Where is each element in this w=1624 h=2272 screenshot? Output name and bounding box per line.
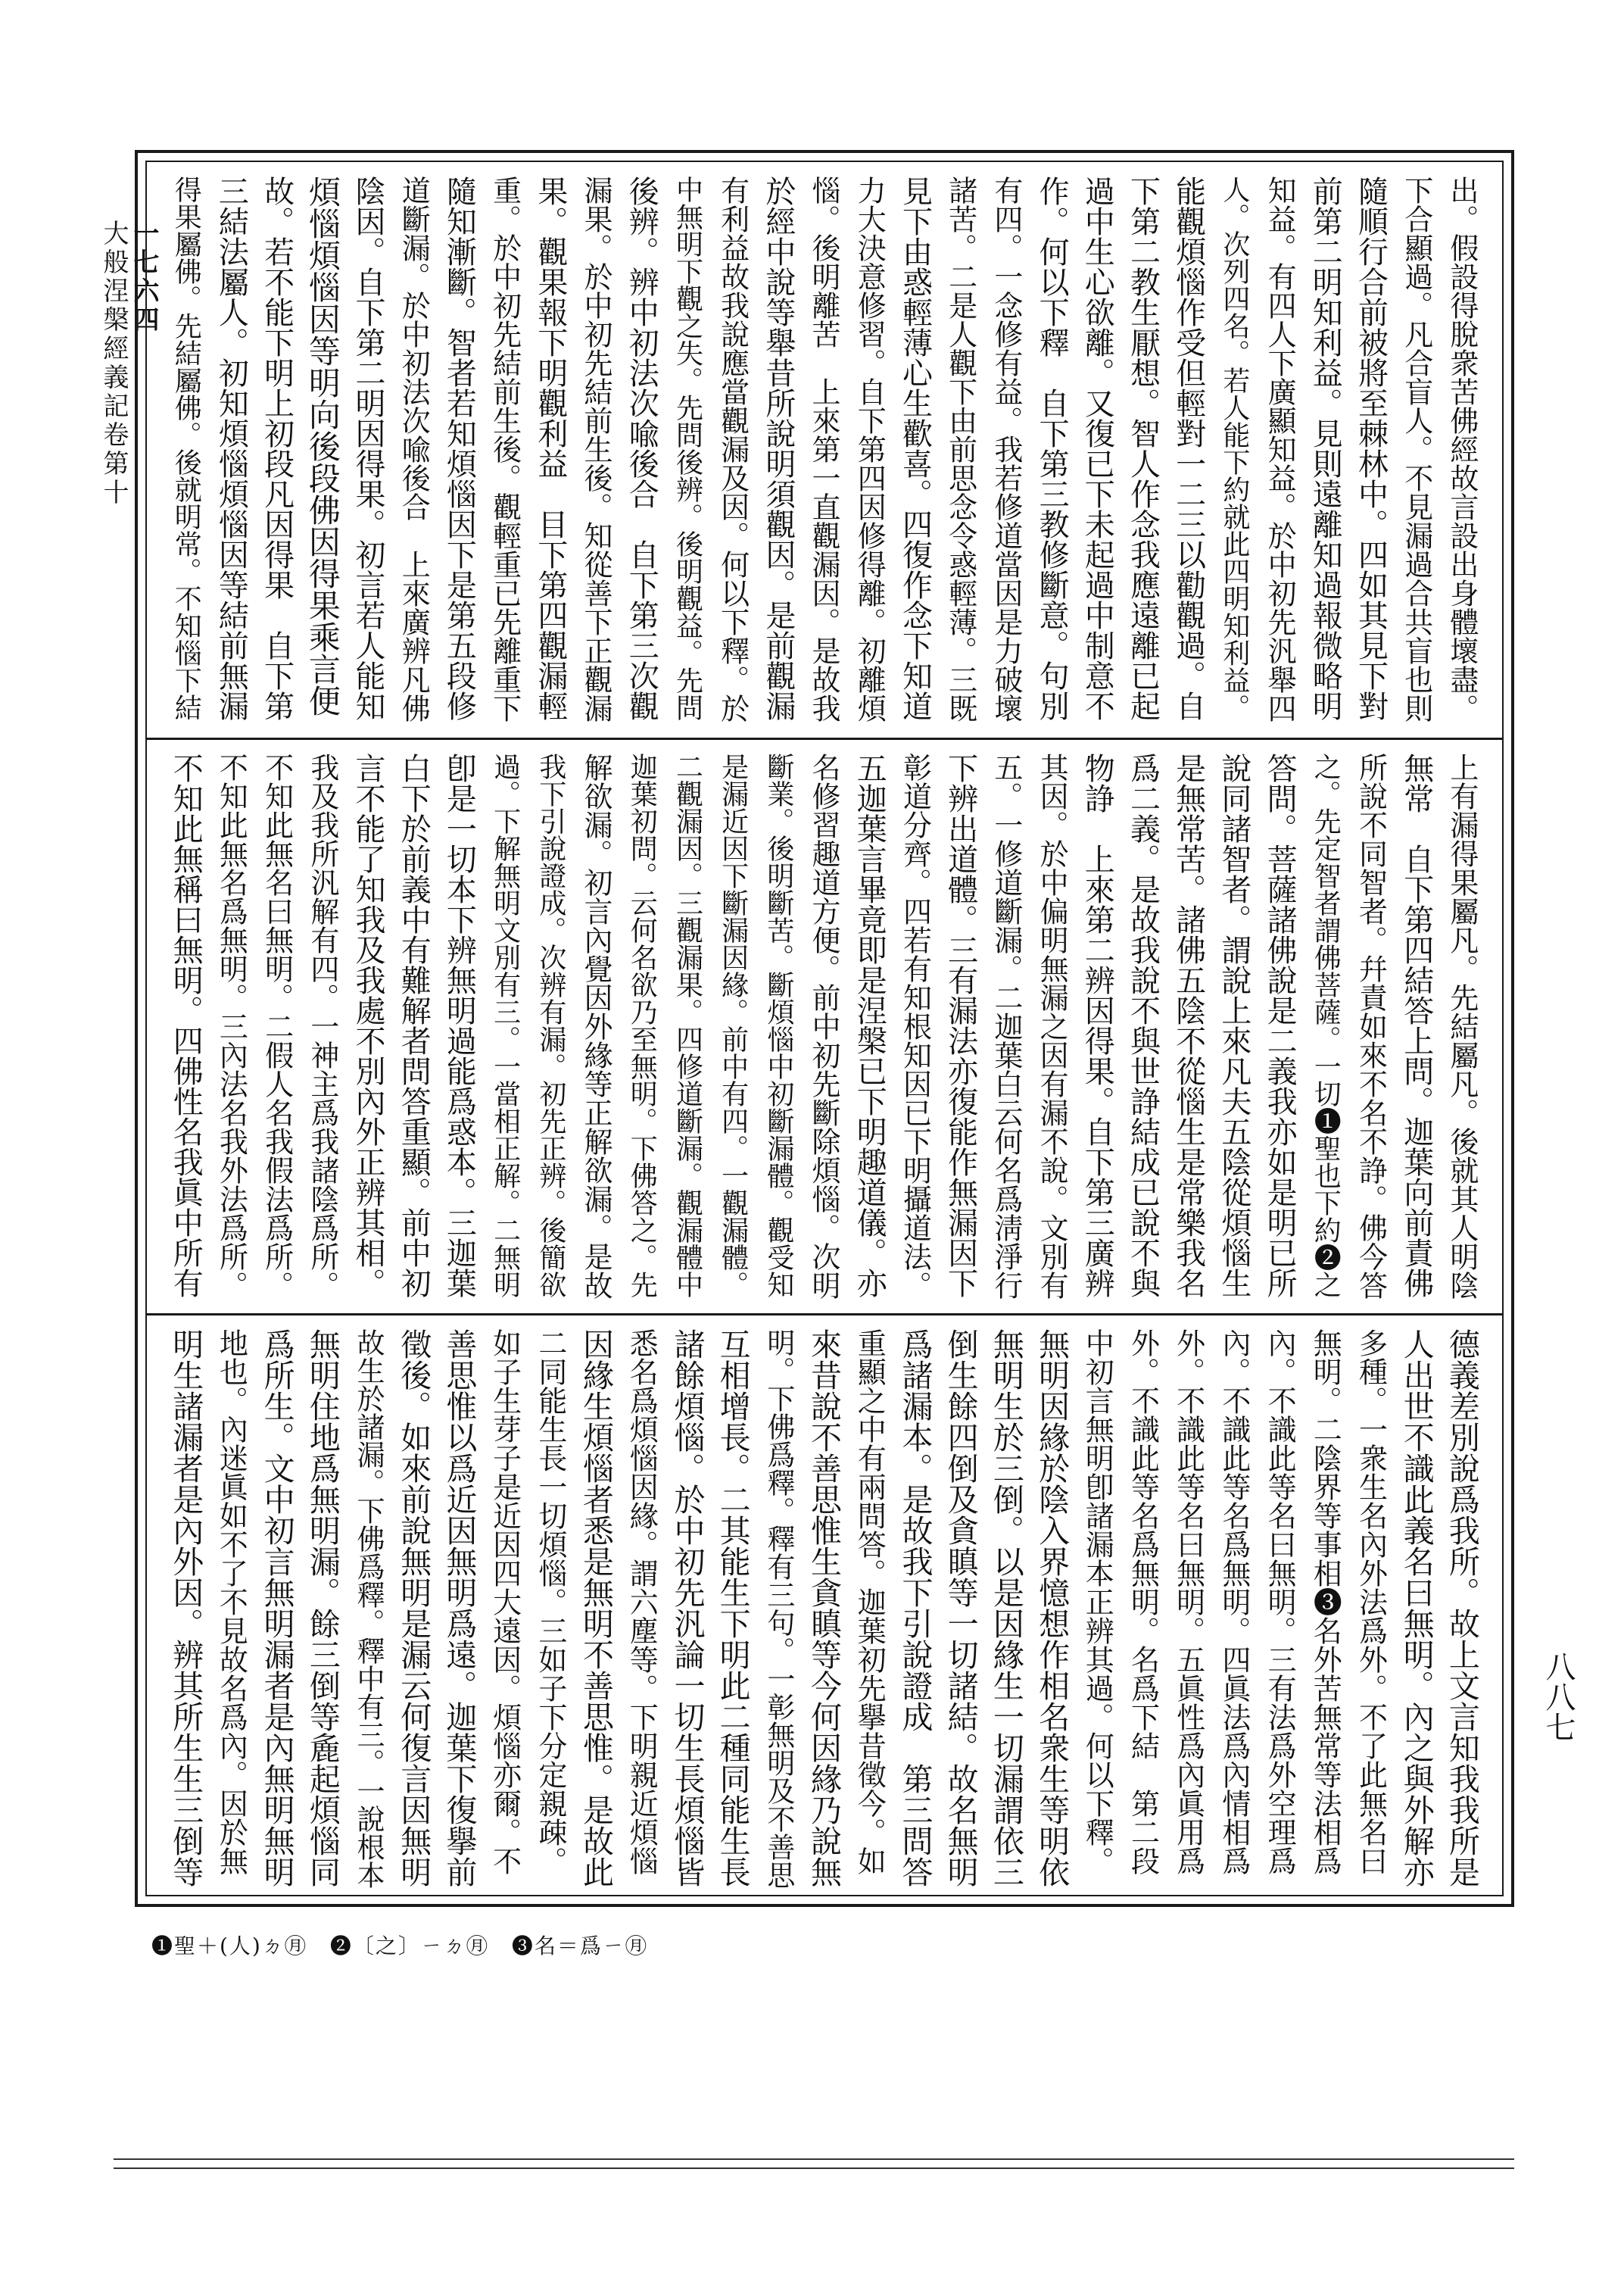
text-column: 惱。後明離苦 上來第一直觀漏因。是故我 (807, 176, 841, 722)
middle-register (164, 753, 1485, 1306)
text-column: 明。下佛爲釋。釋有三句。一彰無明及不善思 (762, 1328, 795, 1889)
text-column: 重顯之中有兩問答。迦葉初先擧昔徵今。如 (853, 1328, 887, 1875)
text-column: 出。假設得脫衆苦佛經故言設出身體壞盡。 (1445, 176, 1479, 722)
text-column: 來昔說不善思惟生貪瞋等今何因緣乃說無 (806, 1328, 843, 1887)
text-column: 下合顯過。凡合盲人。不見漏過合共盲也則 (1399, 176, 1433, 722)
text-column: 人。次列四名。若人能下約就此四明知利益。 (1218, 176, 1250, 721)
text-column: 內。不識此等名曰無明。三有法爲外空理爲 (1263, 1328, 1297, 1875)
text-column: 我及我所汎解有四。一神主爲我諸陰爲所。 (305, 753, 339, 1300)
text-column: 無明住地爲無明漏。餘三倒等麁起煩惱同 (304, 1328, 341, 1887)
text-column: 隨知漸斷。智者若知煩惱因下是第五段修 (441, 176, 477, 721)
text-column: 斷業。後明斷苦。斷煩惱中初斷漏體。觀受知 (762, 753, 794, 1298)
text-column: 中無明下觀之失。先問後辨。後明觀益。先問 (672, 176, 703, 721)
text-column: 五。一修道斷漏。二迦葉白云何名爲淸淨行 (989, 753, 1023, 1300)
text-column: 有四。一念修有益。我若修道當因是力破壞 (989, 176, 1023, 722)
text-column: 所說不同智者。幷責如來不名不諍。佛今答 (1354, 753, 1388, 1300)
text-column: 無明生於三倒。以是因緣生一切漏謂依三 (987, 1328, 1024, 1887)
text-column: 之。先定智者謂佛菩薩。一切❶聖也下約❷之 (1310, 753, 1342, 1298)
text-column: 徵後。如來前說無明是漏云何復言因無明 (395, 1328, 432, 1887)
text-column: 過中生心欲離。又復已下未起過中制意不 (1080, 176, 1115, 721)
bottom-rule-2 (114, 2167, 1514, 2169)
text-column: 外。不識此等名曰無明。五眞性爲內眞用爲 (1171, 1328, 1205, 1875)
text-column: 說同諸智者。謂說上來凡夫五陰從煩惱生 (1216, 753, 1252, 1298)
text-column: 多種。一衆生名內外法爲外。不了此無名曰 (1354, 1328, 1388, 1875)
text-column: 於經中說等舉昔所說明須觀因。是前觀漏 (760, 176, 796, 721)
text-column: 互相增長。二其能生下明此二種同能生長 (714, 1328, 751, 1887)
page-number: 一七六四 (129, 220, 159, 335)
text-column: 有利益故我說應當觀漏及因。何以下釋。於 (715, 176, 750, 722)
text-column: 諸苦。二是人觀下由前思念令惑輕薄。三既 (943, 176, 977, 722)
bottom-rule-1 (114, 2158, 1514, 2160)
text-column: 其因。於中偏明無漏之因有漏不說。文別有 (1035, 753, 1069, 1300)
text-column: 陰因。自下第二明因得果。初言若人能知 (351, 176, 386, 721)
text-column: 後辨。辨中初法次喩後合 自下第三次觀 (624, 176, 659, 721)
text-column: 善思惟以爲近因無明爲遠。迦葉下復擧前 (441, 1328, 478, 1887)
upper-register (164, 176, 1485, 729)
text-column: 煩惱煩惱因等明向後段佛因得果乘言便 (304, 176, 341, 716)
text-column: 不知此無稱曰無明。四佛性名我眞中所有 (168, 753, 204, 1298)
text-column: 名修習趣道方便。前中初先斷除煩惱。次明 (807, 753, 841, 1300)
text-column: 言不能了知我及我處不別內外正辨其相。 (351, 753, 386, 1298)
text-column: 力大決意修習。自下第四因修得離。初離煩 (853, 176, 887, 722)
text-column: 地也。內迷眞如不了不見故名爲內。因於無 (214, 1328, 248, 1875)
text-column: 知益。有四人下廣顯知益。於中初先汎舉四 (1263, 176, 1297, 722)
text-column: 得果屬佛。先結屬佛。後就明常。不知惱下結 (170, 176, 202, 721)
register-divider-1 (147, 738, 1502, 740)
text-column: 前第二明知利益。見則遠離知過報微略明 (1308, 176, 1343, 721)
text-column: 爲所生。文中初言無明漏者是內無明無明 (258, 1328, 295, 1887)
text-column: 過。下解無明文別有三。一當相正解。二無明 (489, 753, 521, 1298)
text-column: 諸餘煩惱。於中初先汎論一切生長煩惱皆 (669, 1328, 706, 1887)
text-column: 內。不識此等名爲無明。四眞法爲內情相爲 (1217, 1328, 1251, 1875)
text-column: 因緣生煩惱者悉是無明不善思惟。是故此 (578, 1328, 615, 1887)
text-column: 爲諸漏本。是故我下引說證成 第三問答 (896, 1328, 934, 1887)
text-column: 白下於前義中有難解者問答重顯。前中初 (396, 753, 432, 1298)
text-column: 明生諸漏者是內外因。辨其所生生三倒等 (167, 1328, 204, 1887)
text-column: 卽是一切本下辨無明過能爲惑本。三迦葉 (441, 753, 477, 1298)
text-column: 二觀漏因。三觀漏果。四修道斷漏。觀漏體中 (672, 753, 703, 1298)
text-column: 重。於中初先結前生後。觀輕重已先離重下 (488, 176, 522, 722)
text-column: 見下由惑輕薄心生歡喜。四復作念下知道 (897, 176, 933, 721)
text-column: 隨順行合前被將至棘林中。四如其見下對 (1353, 176, 1389, 721)
text-column: 二同能生長一切煩惱。三如子下分定親疎。 (533, 1328, 567, 1875)
text-column: 無明。二陰界等事相❸名外苦無常等法相爲 (1308, 1328, 1342, 1875)
text-column: 物諍 上來第二辨因得果。自下第三廣辨 (1080, 753, 1115, 1298)
text-column: 五迦葉言畢竟即是涅槃已下明趣道儀。亦 (852, 753, 887, 1298)
text-column: 答問。菩薩諸佛說是二義我亦如是明已所 (1262, 753, 1298, 1298)
text-column: 上有漏得果屬凡。先結屬凡。後就其人明陰 (1445, 753, 1479, 1300)
text-column: 下辨出道體。三有漏法亦復能作無漏因下 (943, 753, 978, 1298)
text-column: 德義差別說爲我所。故上文言知我我所是 (1443, 1328, 1480, 1887)
text-column: 迦葉初問。云何名欲乃至無明。下佛答之。先 (626, 753, 658, 1298)
text-column: 倒生餘四倒及貪瞋等一切諸結。故名無明 (942, 1328, 979, 1887)
text-column: 無常 自下第四結答上問。迦葉向前責佛 (1398, 753, 1434, 1298)
text-column: 是無常苦。諸佛五陰不從惱生是常樂我名 (1170, 753, 1206, 1298)
text-column: 中初言無明卽諸漏本正辨其過。何以下釋。 (1080, 1328, 1114, 1875)
text-column: 作。何以下釋 自下第三教修斷意。句別 (1034, 176, 1070, 721)
text-frame-inner (145, 161, 1504, 1896)
text-column: 不知此無名曰無明。二假人名我假法爲所。 (260, 753, 294, 1300)
text-column: 無明因緣於陰入界憶想作相名衆生等明依 (1033, 1328, 1071, 1887)
text-column: 外。不識此等名爲無明。名爲下結 第二段 (1126, 1328, 1160, 1875)
text-column: 果。觀果報下明觀利益 目下第四觀漏輕 (532, 176, 568, 721)
text-column: 如子生芽子是近因四大遠因。煩惱亦爾。不 (488, 1328, 522, 1875)
footnotes: ❶聖＋(人)ㄉ㊊ ❷〔之〕ㄧㄉ㊊ ❸名＝爲ㄧ㊊ (151, 1933, 648, 1958)
text-frame (135, 150, 1514, 1907)
text-column: 解欲漏。初言內覺因外緣等正解欲漏。是故 (579, 753, 613, 1300)
running-title: 大般涅槃經義記卷第十 (98, 220, 129, 507)
text-column: 不知此無名爲無明。三內法名我外法爲所。 (214, 753, 248, 1300)
text-column: 能觀煩惱作受但輕對一二三以勸觀過。自 (1170, 176, 1206, 721)
text-column: 三結法屬人。初知煩惱煩惱因等結前無漏 (214, 176, 249, 721)
lower-register (164, 1328, 1485, 1889)
text-column: 故。若不能下明上初段凡因得果 自下第 (259, 176, 295, 721)
text-column: 漏果。於中初先結前生後。知從善下正觀漏 (579, 176, 613, 722)
text-column: 我下引說證成。次辨有漏。初先正辨。後簡欲 (535, 753, 566, 1298)
text-column: 道斷漏。於中初法次喩後合 上來廣辨凡佛 (397, 176, 431, 722)
text-column: 爲二義。是故我說不與世諍結成已說不與 (1125, 753, 1161, 1298)
text-column: 故生於諸漏。下佛爲釋。釋中有三。一說根本 (352, 1328, 385, 1889)
text-column: 是漏近因下斷漏因緣。前中有四。一觀漏體。 (717, 753, 749, 1298)
text-column: 悉名爲煩惱因緣。謂六塵等。下明親近煩惱 (625, 1328, 659, 1875)
text-column: 彰道分齊。四若有知根知因已下明攝道法。 (898, 753, 932, 1300)
text-column: 下第二教生厭想。智人作念我應遠離已起 (1125, 176, 1161, 721)
register-divider-2 (147, 1313, 1502, 1315)
right-page-number: 八八七 (1541, 1651, 1576, 1742)
text-column: 人出世不識此義名曰無明。內之與外解亦 (1398, 1328, 1435, 1887)
